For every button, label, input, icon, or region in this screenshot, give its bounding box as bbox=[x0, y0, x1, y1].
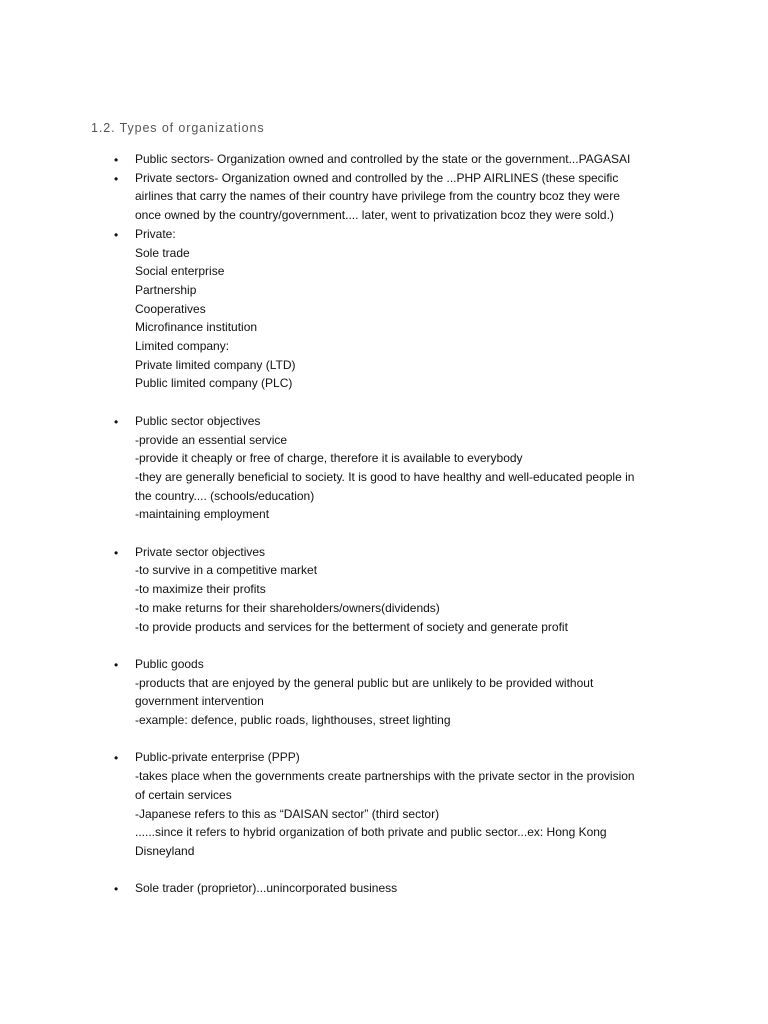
text-line: airlines that carry the names of their country have privilege from the country bcoz they were bbox=[135, 189, 620, 204]
blank-line bbox=[0, 524, 768, 543]
text-line: Sole trader (proprietor)...unincorporated business bbox=[135, 881, 398, 896]
list-item bbox=[0, 150, 768, 169]
text-line: Public goods bbox=[135, 656, 204, 671]
list-item-text bbox=[135, 655, 675, 730]
blank-line bbox=[0, 730, 768, 749]
text-line: -to survive in a competitive market bbox=[135, 563, 318, 578]
text-line: Cooperatives bbox=[135, 301, 206, 316]
text-line: ......since it refers to hybrid organization of both private and public sector...ex: Hong Kong bbox=[135, 825, 607, 840]
text-line: -maintaining employment bbox=[135, 507, 270, 522]
blank-line bbox=[0, 861, 768, 880]
text-line: -provide it cheaply or free of charge, therefore it is available to everybody bbox=[135, 451, 523, 466]
list-item bbox=[0, 655, 768, 730]
bullet-icon: • bbox=[114, 153, 119, 167]
bullet-icon: • bbox=[114, 414, 119, 429]
text-line: the country.... (schools/education) bbox=[135, 488, 315, 503]
text-line: Public sectors- Organization owned and controlled by the state or the government...PAGASAI bbox=[135, 152, 631, 166]
text-line: once owned by the country/government.... later, went to privatization bcoz they were sold.) bbox=[135, 208, 614, 223]
text-line: of certain services bbox=[135, 787, 232, 802]
text-line: Disneyland bbox=[135, 843, 195, 858]
text-line: -to provide products and services for the betterment of society and generate profit bbox=[135, 619, 568, 634]
text-line: -Japanese refers to this as “DAISAN sector” (third sector) bbox=[135, 806, 440, 821]
text-line: Limited company: bbox=[135, 339, 230, 354]
blank-line bbox=[0, 636, 768, 655]
text-line: Public-private enterprise (PPP) bbox=[135, 750, 300, 765]
text-line: -they are generally beneficial to society. It is good to have healthy and well-educated people in bbox=[135, 469, 635, 484]
text-line: -to maximize their profits bbox=[135, 582, 266, 597]
bullet-icon: • bbox=[114, 751, 119, 766]
bullet-icon: • bbox=[114, 657, 119, 672]
list-item bbox=[0, 748, 768, 860]
bullet-icon: • bbox=[114, 227, 119, 242]
section-heading: 1.2. Types of organizations bbox=[91, 121, 265, 135]
list-item bbox=[0, 225, 768, 393]
bullet-icon: • bbox=[114, 882, 119, 897]
list-item-text bbox=[135, 543, 675, 637]
text-line: Private sectors- Organization owned and controlled by the ...PHP AIRLINES (these specific bbox=[135, 170, 619, 185]
list-item bbox=[0, 879, 768, 898]
text-line: Sole trade bbox=[135, 245, 190, 260]
list-item bbox=[0, 412, 768, 524]
bullet-icon: • bbox=[114, 171, 119, 186]
text-line: -to make returns for their shareholders/owners(dividends) bbox=[135, 600, 440, 615]
text-line: Social enterprise bbox=[135, 264, 225, 279]
text-line: -takes place when the governments create partnerships with the private sector in the provision bbox=[135, 769, 635, 784]
text-line: Public sector objectives bbox=[135, 413, 261, 428]
text-line: -provide an essential service bbox=[135, 432, 288, 447]
list-item-text bbox=[135, 150, 675, 169]
list-item-text bbox=[135, 879, 675, 898]
blank-line bbox=[0, 393, 768, 412]
text-line: government intervention bbox=[135, 694, 264, 709]
list-item bbox=[0, 543, 768, 637]
text-line: -example: defence, public roads, lighthouses, street lighting bbox=[135, 713, 451, 728]
text-line: -products that are enjoyed by the general public but are unlikely to be provided without bbox=[135, 675, 594, 690]
list-item-text bbox=[135, 225, 675, 393]
list-item-text bbox=[135, 412, 675, 524]
text-line: Private limited company (LTD) bbox=[135, 357, 296, 372]
list-item-text bbox=[135, 748, 675, 860]
text-line: Microfinance institution bbox=[135, 320, 258, 335]
bullet-icon: • bbox=[114, 545, 119, 560]
text-line: Private sector objectives bbox=[135, 544, 266, 559]
text-line: Private: bbox=[135, 226, 176, 241]
text-line: Public limited company (PLC) bbox=[135, 376, 293, 391]
organization-types-list bbox=[0, 150, 768, 898]
list-item-text bbox=[135, 169, 675, 225]
list-item bbox=[0, 169, 768, 225]
text-line: Partnership bbox=[135, 282, 197, 297]
